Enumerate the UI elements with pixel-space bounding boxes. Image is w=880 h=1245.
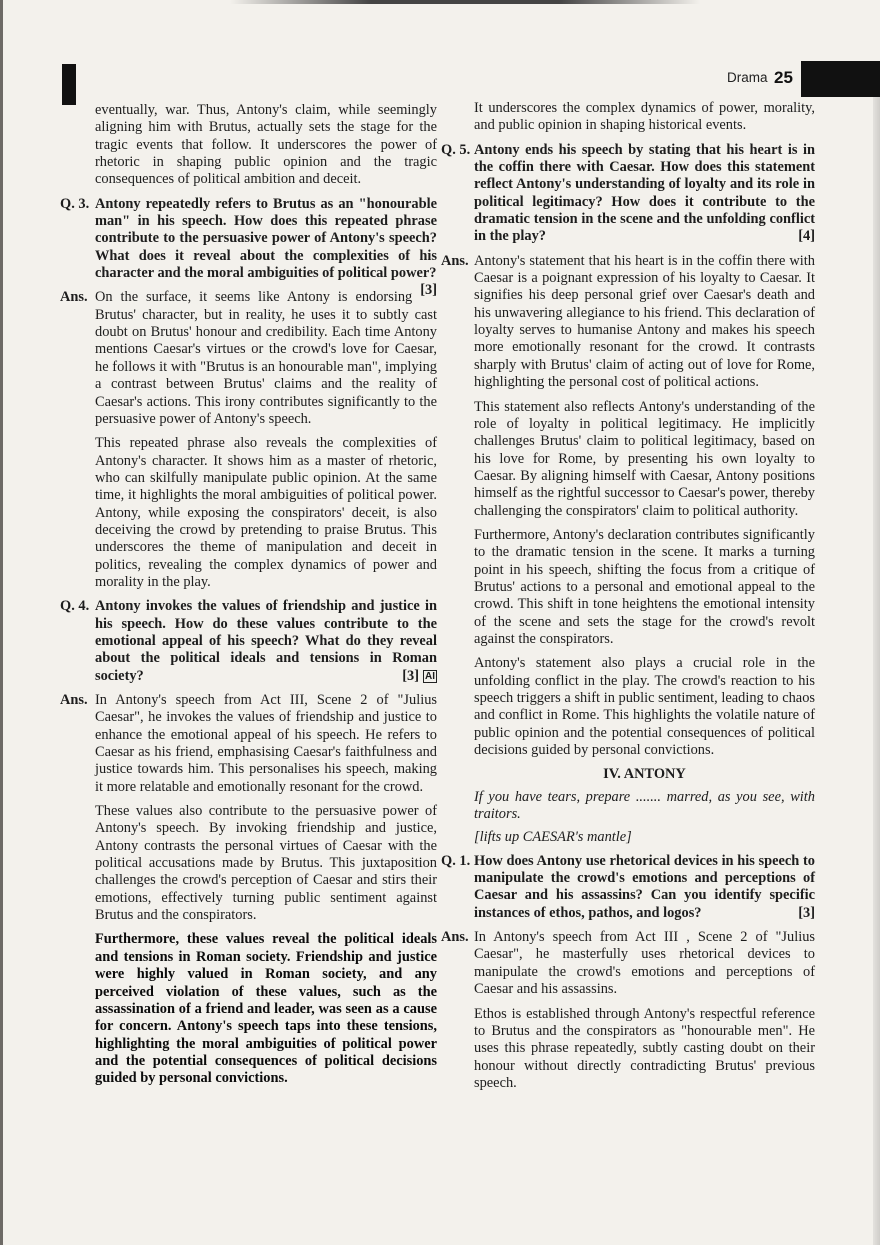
- answer-1: [441, 929, 815, 998]
- question-label: Q. 4.: [60, 598, 90, 615]
- answer-3: [60, 289, 437, 428]
- paragraph: Ethos is established through Antony's respectful reference to Brutus and the conspirators as "honourable men". He uses this phrase repeatedly, subtly casting doubt on their honour without directly contradicting Brutus' previous speech.: [474, 1005, 815, 1091]
- answer-label: Ans.: [60, 289, 88, 306]
- answer-text: In Antony's speech from Act III, Scene 2 of "Julius Caesar", he invokes the values of friendship and justice to enhance the emotional appeal of his speech. He refers to Caesar as his friend, emphasising Caesar's faithfulness and justice towards him. This personalises his speech, making it more relatable and emotionally resonant for the crowd.: [95, 692, 437, 795]
- stage-direction: [lifts up CAESAR's mantle]: [474, 829, 632, 846]
- question-5: [441, 142, 815, 246]
- marks: [394, 668, 437, 685]
- answer-label: Ans.: [60, 692, 88, 708]
- page-edge: [0, 0, 3, 1245]
- page-edge-shadow: [873, 97, 880, 1245]
- section-heading: IV. ANTONY: [603, 766, 686, 783]
- answer-5: [441, 253, 815, 392]
- paragraph: eventually, war. Thus, Antony's claim, while seemingly aligning him with Brutus, actually sets the stage for the tragic events that follow. It underscores the power of rhetoric in shaping public opinion and the tragic consequences of political ambition and deceit.: [95, 102, 437, 188]
- ai-badge: AI: [425, 670, 435, 682]
- marks: [3]: [420, 282, 437, 299]
- right-column: [441, 100, 815, 1099]
- answer-4: [60, 692, 437, 796]
- answer-label: Ans.: [441, 929, 469, 946]
- scan-shadow: [230, 0, 700, 4]
- paragraph: These values also contribute to the persuasive power of Antony's speech. By invoking friendship and justice, Antony contrasts the personal virtues of Caesar with the political accusations made by Brutus. This juxtaposition challenges the crowd's perception of Caesar and stirs their emotions, effectively turning public sentiment against Brutus and the conspirators.: [95, 803, 437, 924]
- extract-quote: If you have tears, prepare ....... marred, as you see, with traitors.: [474, 788, 815, 823]
- paragraph: It underscores the complex dynamics of power, morality, and public opinion in shaping historical events.: [474, 100, 815, 134]
- question-label: Q. 5.: [441, 141, 471, 158]
- section-title: Drama: [727, 70, 768, 85]
- left-column: [60, 102, 437, 1095]
- marks: [4]: [798, 228, 815, 245]
- answer-text: In Antony's speech from Act III , Scene 2 of "Julius Caesar", he masterfully uses rhetorical devices to manipulate the crowd's emotions and perceptions of Caesar and his assassins.: [474, 929, 815, 998]
- page-tab-block: [801, 61, 880, 97]
- question-label: Q. 1.: [441, 852, 471, 869]
- page-number: 25: [774, 68, 793, 87]
- paragraph: Furthermore, Antony's declaration contributes significantly to the dramatic tension in the scene. It marks a turning point in his speech, shifting the focus from a critique of Brutus' actions to a personal and emotional appeal to the crowd. This shift in tone heightens the emotional intensity of the scene and sets the stage for the crowd's revolt against the conspirators.: [474, 526, 815, 647]
- answer-text: Antony's statement that his heart is in the coffin there with Caesar is a poignant expression of his loyalty to Caesar. It signifies his deep personal grief over Caesar's death and his unwavering allegiance to his friend. This declaration of loyalty serves to humanise Antony and makes his speech more emotionally resonant for the crowd. It contrasts sharply with Brutus' claim of acting out of love for Rome, highlighting the personal cost of political actions.: [474, 252, 815, 391]
- marks: [3]: [798, 904, 815, 921]
- marks-value: [3]: [402, 667, 419, 684]
- answer-label: Ans.: [441, 252, 469, 269]
- question-text: Antony ends his speech by stating that his heart is in the coffin there with Caesar. How does this statement reflect Antony's understanding of loyalty and its role in political legitimacy? How does it contribute to the dramatic tension in the scene and the unfolding conflict in the play?: [474, 141, 815, 245]
- paragraph: Furthermore, these values reveal the political ideals and tensions in Roman society. Friendship and justice were highly valued in Roman society, and any perceived violation of these values, such as the assassination of a friend and leader, was seen as a cause for concern. Antony's speech taps into these tensions, highlighting the moral ambiguities of political power and the potential consequences of political decisions guided by personal convictions.: [95, 931, 437, 1087]
- question-1: [441, 853, 815, 922]
- question-label: Q. 3.: [60, 195, 90, 212]
- answer-text: On the surface, it seems like Antony is endorsing Brutus' character, but in reality, he uses it to subtly cast doubt on Brutus' honour and credibility. Each time Antony mentions Caesar's virtues or the crowd's love for Caesar, he follows it with "Brutus is an honourable man", implying a contrast between Brutus' claims and the reality of Caesar's actions. This irony contributes significantly to the persuasive power of Antony's speech.: [95, 289, 437, 427]
- question-text: Antony invokes the values of friendship and justice in his speech. How do these values contribute to the emotional appeal of his speech? What do they reveal about the political ideals and tensions in Roman society?: [95, 598, 437, 684]
- margin-marker: [62, 64, 76, 105]
- paragraph: This statement also reflects Antony's understanding of the role of loyalty in political legitimacy. He implicitly challenges Brutus' claim to political legitimacy, based on his love for Rome, by presenting his own loyalty to Caesar. By aligning himself with Caesar, Antony positions himself as the rightful successor to Caesar's power, thereby challenging the conspirators' claim to political authority.: [474, 398, 815, 519]
- paragraph: Antony's statement also plays a crucial role in the unfolding conflict in the play. The crowd's reaction to his speech triggers a shift in public sentiment, leading to chaos and conflict in Rome. This highlights the volatile nature of public opinion and the potential consequences of political decisions guided by personal convictions.: [474, 655, 815, 759]
- question-text: How does Antony use rhetorical devices in his speech to manipulate the crowd's emotions and perceptions of Caesar and his assassins? Can you identify specific instances of ethos, pathos, and logos?: [474, 852, 815, 921]
- question-text: Antony repeatedly refers to Brutus as an "honourable man" in his speech. How does this repeated phrase contribute to the persuasive power of Antony's speech? What does it reveal about the complexities of his character and the moral ambiguities of political power?: [95, 195, 437, 282]
- question-4: [60, 598, 437, 685]
- paragraph: This repeated phrase also reveals the complexities of Antony's character. It shows him as a master of rhetoric, who can skilfully manipulate public opinion. At the same time, it highlights the moral ambiguities of political power. Antony, while exposing the conspirators' deceit, is also deceiving the crowd by pretending to praise Brutus. This underscores the theme of manipulation and deceit in politics, revealing the complex dynamics of power and morality in the play.: [95, 435, 437, 590]
